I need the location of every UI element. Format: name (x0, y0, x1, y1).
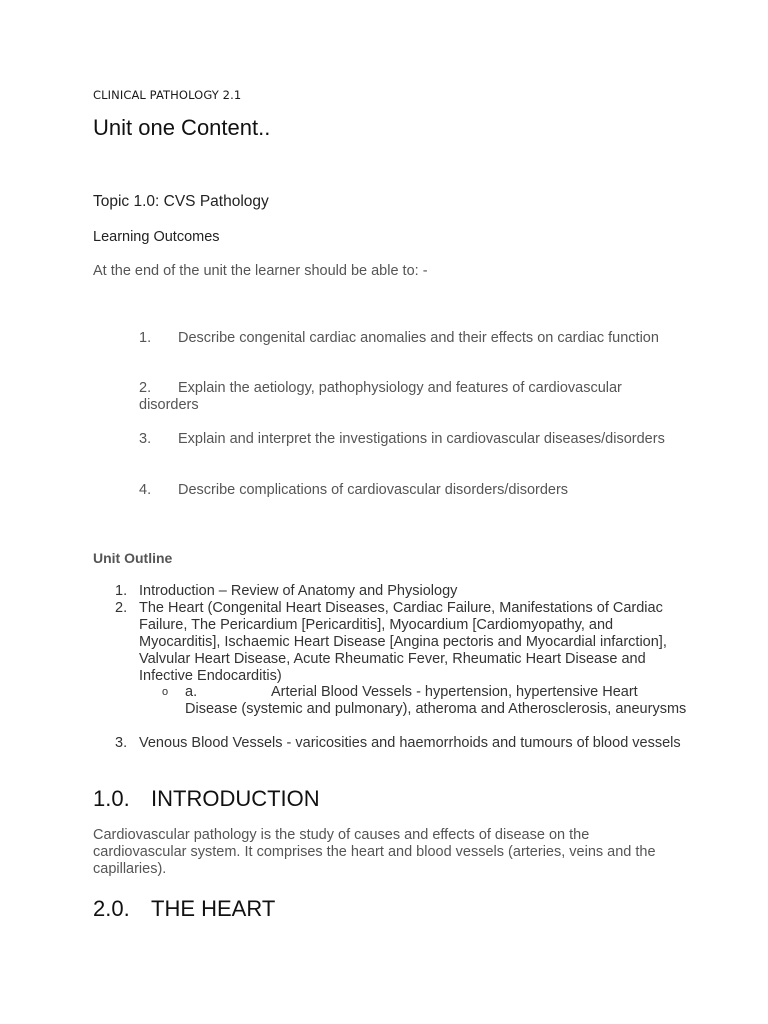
introduction-paragraph: Cardiovascular pathology is the study of causes and effects of disease on the cardiovascular system. It comprises the heart and blood vessels (arteries, veins and the capillaries). (93, 827, 656, 877)
learning-outcome-number: 2. (139, 380, 152, 396)
outline-item-text: The Heart (Congenital Heart Diseases, Cardiac Failure, Manifestations of Cardiac Failure, The Pericardium [Pericarditis], Myocardium [Cardiomyopathy, and Myocarditis], Ischaemic Heart Disease [Angina pectoris and Myocardial infarction], Valvular Heart Disease, Acute Rheumatic Fever, Rheumatic Heart Disease and Infective Endocarditis) (139, 600, 667, 684)
outline-item-text: Venous Blood Vessels - varicosities and haemorrhoids and tumours of blood vessels (139, 735, 681, 751)
learning-outcomes-intro: At the end of the unit the learner should be able to: - (93, 263, 428, 279)
learning-outcome-number: 1. (139, 330, 152, 346)
learning-outcome-text: Describe congenital cardiac anomalies and their effects on cardiac function (178, 330, 659, 346)
outline-item (115, 600, 687, 685)
section-number: 1.0. (93, 786, 130, 811)
learning-outcome-item (139, 431, 679, 448)
unit-outline-heading: Unit Outline (93, 550, 173, 566)
unit-title: Unit one Content.. (93, 115, 271, 140)
section-number: 2.0. (93, 896, 130, 921)
learning-outcomes-heading: Learning Outcomes (93, 229, 220, 245)
learning-outcome-text: Explain the aetiology, pathophysiology and features of cardiovascular disorders (139, 380, 622, 413)
outline-item-number: 2. (115, 600, 128, 616)
learning-outcome-item (139, 380, 679, 414)
course-code: CLINICAL PATHOLOGY 2.1 (93, 88, 242, 102)
section-heading-introduction (93, 786, 320, 812)
outline-item-number: 1. (115, 583, 128, 599)
outline-item (115, 735, 685, 752)
learning-outcome-text: Explain and interpret the investigations in cardiovascular diseases/disorders (178, 431, 665, 447)
section-title: THE HEART (151, 896, 276, 921)
learning-outcome-item (139, 482, 679, 499)
outline-item (115, 583, 685, 600)
topic-heading: Topic 1.0: CVS Pathology (93, 193, 269, 210)
sub-item-text: Arterial Blood Vessels - hypertension, hypertensive Heart Disease (systemic and pulmonary), atheroma and Atherosclerosis, aneurysms (185, 684, 687, 717)
hollow-bullet-icon: o (162, 686, 169, 698)
section-title: INTRODUCTION (151, 786, 320, 811)
outline-item-text: Introduction – Review of Anatomy and Physiology (139, 583, 458, 599)
section-heading-the-heart (93, 896, 275, 922)
learning-outcome-number: 4. (139, 482, 152, 498)
sub-item-letter: a. (185, 684, 198, 700)
learning-outcome-item (139, 330, 679, 347)
learning-outcome-text: Describe complications of cardiovascular disorders/disorders (178, 482, 569, 498)
learning-outcome-number: 3. (139, 431, 152, 447)
outline-item-number: 3. (115, 735, 128, 751)
outline-sub-item (162, 684, 692, 718)
